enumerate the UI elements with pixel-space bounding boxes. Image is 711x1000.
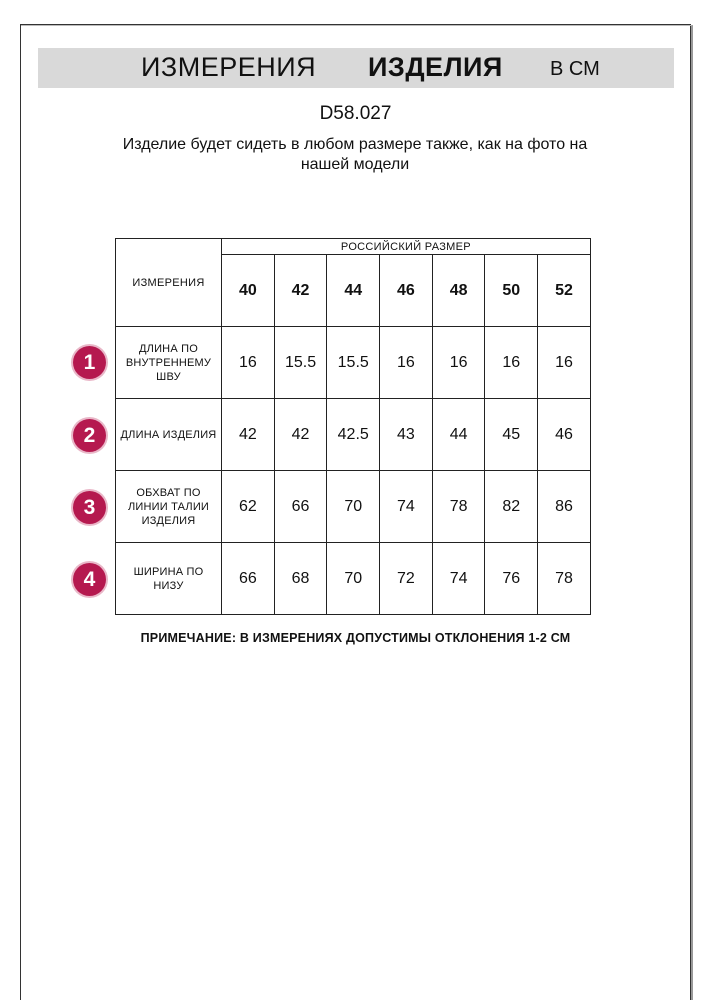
title-measurements: ИЗМЕРЕНИЯ [141, 52, 317, 82]
size-header: 52 [538, 255, 591, 327]
table-cell: 68 [274, 543, 327, 615]
table-cell: 43 [380, 399, 433, 471]
table-cell: 15.5 [327, 327, 380, 399]
row-label-line: НИЗУ [153, 579, 184, 592]
row-number-badge: 3 [73, 491, 106, 524]
table-cell: 74 [380, 471, 433, 543]
row-label [116, 327, 222, 399]
table-cell: 70 [327, 471, 380, 543]
row-label [116, 471, 222, 543]
table-cell: 62 [222, 471, 275, 543]
table-cell: 66 [274, 471, 327, 543]
table-row [116, 399, 591, 471]
table-cell: 45 [485, 399, 538, 471]
table-cell: 16 [222, 327, 275, 399]
row-label-line: ШИРИНА ПО [133, 565, 204, 578]
measurements-header: ИЗМЕРЕНИЯ [116, 239, 222, 327]
table-cell: 70 [327, 543, 380, 615]
table-cell: 42 [274, 399, 327, 471]
table-cell: 46 [538, 399, 591, 471]
table-cell: 42.5 [327, 399, 380, 471]
fit-description-line-2: нашей модели [300, 156, 410, 173]
table-row [116, 327, 591, 399]
table-cell: 76 [485, 543, 538, 615]
product-code: D58.027 [319, 103, 392, 124]
table-cell: 16 [485, 327, 538, 399]
title-item: ИЗДЕЛИЯ [368, 52, 503, 82]
row-label [116, 399, 222, 471]
title-banner [38, 48, 674, 88]
table-cell: 78 [538, 543, 591, 615]
row-number-badge: 2 [73, 419, 106, 452]
table-cell: 15.5 [274, 327, 327, 399]
table-cell: 42 [222, 399, 275, 471]
table-cell: 78 [432, 471, 485, 543]
size-system-header: РОССИЙСКИЙ РАЗМЕР [222, 239, 591, 255]
size-header: 48 [432, 255, 485, 327]
fit-description [105, 135, 605, 175]
row-label [116, 543, 222, 615]
table-cell: 16 [432, 327, 485, 399]
row-number-badge: 1 [73, 346, 106, 379]
title-unit: В СМ [550, 58, 600, 80]
table-cell: 82 [485, 471, 538, 543]
size-header: 50 [485, 255, 538, 327]
row-label-line: ШВУ [156, 370, 181, 383]
table-cell: 16 [380, 327, 433, 399]
size-header: 42 [274, 255, 327, 327]
size-header: 40 [222, 255, 275, 327]
size-header: 46 [380, 255, 433, 327]
size-table [115, 238, 591, 615]
table-cell: 74 [432, 543, 485, 615]
table-cell: 16 [538, 327, 591, 399]
table-row [116, 543, 591, 615]
tolerance-note: ПРИМЕЧАНИЕ: В ИЗМЕРЕНИЯХ ДОПУСТИМЫ ОТКЛОНЕНИЯ 1-2 СМ [140, 631, 571, 645]
row-label-line: ДЛИНА ИЗДЕЛИЯ [120, 428, 217, 441]
row-number-badge: 4 [73, 563, 106, 596]
fit-description-line-1: Изделие будет сидеть в любом размере также, как на фото на [122, 136, 588, 153]
row-label-line: ВНУТРЕННЕМУ [125, 356, 212, 369]
row-label-line: ОБХВАТ ПО [136, 486, 201, 499]
row-label-line: ИЗДЕЛИЯ [141, 514, 196, 527]
row-label-line: ЛИНИИ ТАЛИИ [127, 500, 210, 513]
table-cell: 72 [380, 543, 433, 615]
table-cell: 86 [538, 471, 591, 543]
size-header: 44 [327, 255, 380, 327]
table-row [116, 471, 591, 543]
table-cell: 44 [432, 399, 485, 471]
row-label-line: ДЛИНА ПО [139, 342, 198, 355]
table-cell: 66 [222, 543, 275, 615]
